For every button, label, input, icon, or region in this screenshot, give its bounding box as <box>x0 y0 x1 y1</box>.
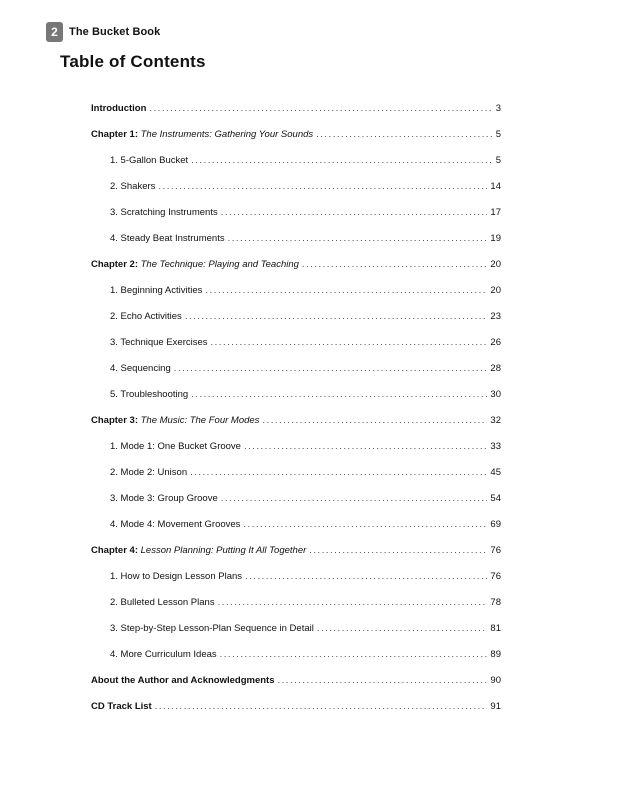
dot-leader <box>174 356 488 382</box>
dot-leader <box>220 642 488 668</box>
toc-entry-heading: About the Author and Acknowledgments <box>91 675 275 686</box>
dot-leader <box>155 694 488 720</box>
toc-subentry <box>91 616 501 642</box>
dot-leader <box>317 616 488 642</box>
toc-page-number: 3 <box>495 103 501 114</box>
dot-leader <box>221 486 488 512</box>
dot-leader <box>149 96 492 122</box>
toc-page-number: 81 <box>490 623 501 634</box>
toc-subentry <box>91 174 501 200</box>
toc-page-number: 76 <box>490 571 501 582</box>
toc-page-number: 30 <box>490 389 501 400</box>
dot-leader <box>191 382 487 408</box>
toc-entry <box>91 252 501 278</box>
toc-entry-label <box>91 96 146 122</box>
toc-subentry <box>91 460 501 486</box>
page-title: Table of Contents <box>60 52 206 71</box>
toc-page-number: 32 <box>490 415 501 426</box>
toc-page-number: 54 <box>490 493 501 504</box>
toc-page-number: 45 <box>490 467 501 478</box>
toc-subentry <box>91 434 501 460</box>
toc-page-number: 26 <box>490 337 501 348</box>
dot-leader <box>185 304 488 330</box>
toc-entry-label <box>91 408 259 434</box>
toc-entry-subtitle: The Technique: Playing and Teaching <box>140 259 299 270</box>
toc-entry-label: 1. Mode 1: One Bucket Groove <box>110 441 241 452</box>
toc-entry-label: 4. Mode 4: Movement Grooves <box>110 519 241 530</box>
book-title: The Bucket Book <box>69 26 161 38</box>
toc-page-number: 69 <box>490 519 501 530</box>
toc-page-number: 20 <box>490 285 501 296</box>
dot-leader <box>262 408 487 434</box>
toc-entry-heading: Chapter 2: <box>91 259 138 270</box>
toc-entry-label: 1. How to Design Lesson Plans <box>110 571 243 582</box>
toc-page-number: 19 <box>490 233 501 244</box>
toc-entry <box>91 122 501 148</box>
toc-page-number: 23 <box>490 311 501 322</box>
toc-entry-subtitle: Lesson Planning: Putting It All Together <box>140 545 307 556</box>
dot-leader <box>309 538 487 564</box>
toc-entry <box>91 668 501 694</box>
table-of-contents <box>91 96 501 720</box>
toc-entry-label: 3. Technique Exercises <box>110 337 208 348</box>
toc-entry-label <box>91 668 275 694</box>
dot-leader <box>278 668 488 694</box>
toc-subentry <box>91 486 501 512</box>
toc-entry-label <box>91 252 299 278</box>
toc-page-number: 20 <box>490 259 501 270</box>
toc-page-number: 89 <box>490 649 501 660</box>
toc-page-number: 91 <box>490 701 501 712</box>
toc-page-number: 17 <box>490 207 501 218</box>
toc-entry-subtitle: The Instruments: Gathering Your Sounds <box>140 129 314 140</box>
toc-page-number: 5 <box>495 129 501 140</box>
toc-subentry <box>91 304 501 330</box>
toc-entry-label: 1. Beginning Activities <box>110 285 203 296</box>
toc-entry-label: 2. Shakers <box>110 181 156 192</box>
toc-entry-heading: Chapter 1: <box>91 129 138 140</box>
toc-entry-label: 2. Mode 2: Unison <box>110 467 188 478</box>
toc-entry-heading: CD Track List <box>91 701 152 712</box>
page-number-badge: 2 <box>46 22 63 42</box>
toc-entry-heading: Chapter 3: <box>91 415 138 426</box>
toc-page-number: 5 <box>495 155 501 166</box>
toc-page-number: 90 <box>490 675 501 686</box>
toc-entry-label <box>91 122 313 148</box>
toc-page-number: 28 <box>490 363 501 374</box>
toc-page-number: 76 <box>490 545 501 556</box>
dot-leader <box>316 122 493 148</box>
dot-leader <box>302 252 488 278</box>
toc-entry-label: 4. More Curriculum Ideas <box>110 649 217 660</box>
toc-entry-heading: Introduction <box>91 103 147 114</box>
dot-leader <box>211 330 488 356</box>
toc-subentry <box>91 148 501 174</box>
dot-leader <box>191 148 493 174</box>
toc-page-number: 78 <box>490 597 501 608</box>
toc-entry <box>91 96 501 122</box>
dot-leader <box>245 564 487 590</box>
toc-entry-label: 2. Echo Activities <box>110 311 182 322</box>
dot-leader <box>228 226 488 252</box>
dot-leader <box>244 434 487 460</box>
toc-entry <box>91 408 501 434</box>
dot-leader <box>243 512 487 538</box>
toc-page-number: 33 <box>490 441 501 452</box>
toc-entry-subtitle: The Music: The Four Modes <box>140 415 260 426</box>
dot-leader <box>190 460 487 486</box>
dot-leader <box>221 200 488 226</box>
toc-entry-label: 3. Mode 3: Group Groove <box>110 493 218 504</box>
toc-subentry <box>91 590 501 616</box>
toc-entry-heading: Chapter 4: <box>91 545 138 556</box>
toc-entry-label: 5. Troubleshooting <box>110 389 189 400</box>
toc-entry <box>91 694 501 720</box>
toc-entry-label <box>91 694 152 720</box>
toc-entry-label: 3. Step-by-Step Lesson-Plan Sequence in Detail <box>110 623 314 634</box>
toc-entry-label: 4. Steady Beat Instruments <box>110 233 225 244</box>
toc-subentry <box>91 382 501 408</box>
toc-entry-label: 4. Sequencing <box>110 363 171 374</box>
dot-leader <box>158 174 487 200</box>
toc-subentry <box>91 512 501 538</box>
toc-subentry <box>91 356 501 382</box>
toc-subentry <box>91 200 501 226</box>
toc-page-number: 14 <box>490 181 501 192</box>
toc-entry-label: 1. 5-Gallon Bucket <box>110 155 189 166</box>
toc-entry-label: 3. Scratching Instruments <box>110 207 218 218</box>
toc-entry-label <box>91 538 306 564</box>
running-header <box>46 22 160 42</box>
toc-subentry <box>91 564 501 590</box>
toc-subentry <box>91 226 501 252</box>
toc-entry <box>91 538 501 564</box>
dot-leader <box>205 278 487 304</box>
toc-entry-label: 2. Bulleted Lesson Plans <box>110 597 215 608</box>
dot-leader <box>218 590 488 616</box>
toc-subentry <box>91 278 501 304</box>
toc-subentry <box>91 642 501 668</box>
toc-subentry <box>91 330 501 356</box>
